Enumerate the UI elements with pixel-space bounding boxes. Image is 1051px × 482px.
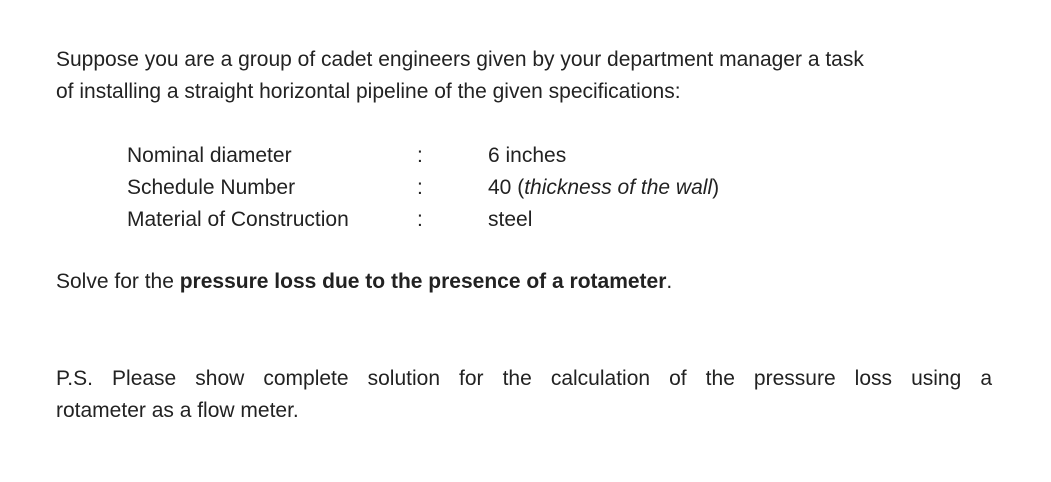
solve-instruction [56, 266, 672, 298]
spec-colon: : [417, 208, 423, 231]
spec-value-note: thickness of the wall [524, 176, 713, 199]
ps-line-2: rotameter as a flow meter. [56, 399, 299, 422]
solve-prefix: Solve for the [56, 270, 180, 293]
spec-label: Nominal diameter [127, 144, 292, 167]
solve-bold-text: pressure loss due to the presence of a rotameter [179, 270, 667, 293]
spec-value: steel [488, 208, 533, 231]
intro-line-1: Suppose you are a group of cadet engineers given by your department manager a task [56, 48, 864, 71]
postscript-note [56, 363, 992, 427]
spec-colon: : [417, 144, 423, 167]
spec-label: Material of Construction [127, 208, 349, 231]
spec-value: 6 inches [488, 144, 567, 167]
spec-label: Schedule Number [127, 176, 296, 199]
spec-value [488, 172, 719, 204]
intro-line-2: of installing a straight horizontal pipeline of the given specifications: [56, 80, 681, 103]
spec-value-text: 40 ( [488, 176, 525, 199]
ps-line-1: P.S. Please show complete solution for the calculation of the pressure loss using a [56, 367, 992, 390]
spec-colon: : [417, 176, 423, 199]
problem-intro [56, 44, 1006, 108]
solve-suffix: . [666, 270, 673, 293]
spec-value-suffix: ) [712, 176, 720, 199]
